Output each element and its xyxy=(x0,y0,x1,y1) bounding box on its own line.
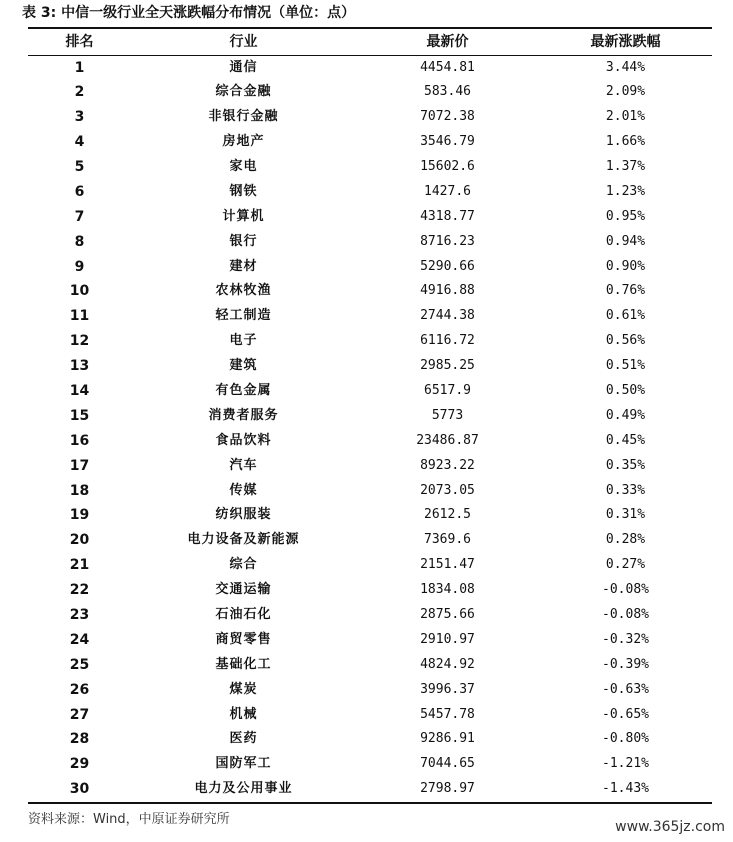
rank-cell: 10 xyxy=(69,283,90,300)
table-row xyxy=(28,279,712,304)
table-row xyxy=(28,179,712,204)
table-caption: 表 3: 中信一级行业全天涨跌幅分布情况（单位：点） xyxy=(22,5,356,21)
rank-cell: 18 xyxy=(69,482,90,499)
change-cell: 1.66% xyxy=(605,134,646,150)
price-cell: 6116.72 xyxy=(420,333,475,349)
rank-cell: 23 xyxy=(69,607,90,624)
table-row xyxy=(28,329,712,354)
price-cell: 8923.22 xyxy=(420,457,475,473)
rank-cell: 11 xyxy=(69,308,90,325)
table-row xyxy=(28,677,712,702)
price-cell: 2151.47 xyxy=(420,557,475,573)
table-row xyxy=(28,155,712,180)
rank-cell: 27 xyxy=(69,706,90,723)
industry-cell: 煤炭 xyxy=(229,681,258,697)
rank-cell: 28 xyxy=(69,731,90,748)
price-cell: 2612.5 xyxy=(424,507,471,523)
price-cell: 3546.79 xyxy=(420,134,475,150)
price-cell: 2875.66 xyxy=(420,607,475,623)
table-header-row xyxy=(28,29,712,55)
price-cell: 4318.77 xyxy=(420,208,475,224)
industry-cell: 商贸零售 xyxy=(215,631,272,647)
table-row xyxy=(28,379,712,404)
table-row xyxy=(28,727,712,752)
change-cell: 0.50% xyxy=(605,383,646,399)
industry-cell: 家电 xyxy=(229,159,258,174)
industry-cell: 钢铁 xyxy=(229,183,258,199)
header-price: 最新价 xyxy=(356,29,539,55)
industry-cell: 消费者服务 xyxy=(208,407,279,423)
rank-cell: 29 xyxy=(69,756,90,773)
table-body xyxy=(28,55,712,802)
rank-cell: 8 xyxy=(74,233,85,250)
change-cell: 0.28% xyxy=(605,532,646,548)
rank-cell: 5 xyxy=(74,159,85,175)
industry-cell: 非银行金融 xyxy=(208,109,279,125)
industry-cell: 银行 xyxy=(229,233,258,249)
table-row xyxy=(28,627,712,652)
rank-cell: 30 xyxy=(69,781,90,798)
rank-cell: 6 xyxy=(74,183,85,200)
table-row xyxy=(28,354,712,379)
table-row xyxy=(28,229,712,254)
change-cell: -0.08% xyxy=(602,607,649,623)
industry-cell: 交通运输 xyxy=(215,582,272,598)
industry-cell: 汽车 xyxy=(229,457,258,473)
industry-cell: 医药 xyxy=(229,731,258,747)
industry-cell: 电力设备及新能源 xyxy=(187,532,300,548)
table-row xyxy=(28,428,712,453)
change-cell: 0.31% xyxy=(605,507,646,523)
industry-cell: 国防军工 xyxy=(215,756,272,772)
table-row xyxy=(28,702,712,727)
price-cell: 583.46 xyxy=(424,84,471,100)
header-rank: 排名 xyxy=(28,29,131,55)
industry-cell: 石油石化 xyxy=(215,607,272,623)
price-cell: 5290.66 xyxy=(420,258,475,274)
table-row xyxy=(28,55,712,80)
industry-cell: 综合 xyxy=(229,557,258,573)
table-row xyxy=(28,752,712,777)
price-cell: 9286.91 xyxy=(420,731,475,747)
change-cell: 0.49% xyxy=(605,407,646,423)
rank-cell: 13 xyxy=(69,358,90,375)
industry-cell: 电力及公用事业 xyxy=(194,781,293,797)
change-cell: -0.63% xyxy=(602,681,649,697)
industry-cell: 农林牧渔 xyxy=(215,283,272,299)
rank-cell: 9 xyxy=(74,258,85,275)
table-row xyxy=(28,254,712,279)
rank-cell: 12 xyxy=(69,333,90,350)
rank-cell: 1 xyxy=(74,59,85,76)
change-cell: 0.33% xyxy=(605,482,646,498)
rank-cell: 7 xyxy=(74,208,85,225)
price-cell: 2985.25 xyxy=(420,358,475,374)
change-cell: 0.51% xyxy=(605,358,646,374)
price-cell: 2910.97 xyxy=(420,631,475,647)
industry-cell: 建筑 xyxy=(229,358,258,374)
change-cell: -0.65% xyxy=(602,706,649,722)
rank-cell: 2 xyxy=(74,84,85,101)
change-cell: 1.37% xyxy=(605,159,646,174)
price-cell: 4824.92 xyxy=(420,656,475,672)
price-cell: 1427.6 xyxy=(424,183,471,199)
change-cell: 0.94% xyxy=(605,233,646,249)
change-cell: 0.95% xyxy=(605,208,646,224)
table-row xyxy=(28,652,712,677)
change-cell: -1.43% xyxy=(602,781,649,797)
rank-cell: 4 xyxy=(74,134,85,151)
change-cell: 0.27% xyxy=(605,557,646,573)
change-cell: -1.21% xyxy=(602,756,649,772)
rank-cell: 24 xyxy=(69,631,90,648)
price-cell: 2073.05 xyxy=(420,482,475,498)
price-cell: 5457.78 xyxy=(420,706,475,722)
table-row xyxy=(28,304,712,329)
rank-cell: 16 xyxy=(69,432,90,449)
table-row xyxy=(28,528,712,553)
rank-cell: 25 xyxy=(69,656,90,673)
change-cell: 2.09% xyxy=(605,84,646,100)
rank-cell: 20 xyxy=(69,532,90,549)
change-cell: 2.01% xyxy=(605,109,646,125)
price-cell: 3996.37 xyxy=(420,681,475,697)
rank-cell: 3 xyxy=(74,109,85,126)
table-row xyxy=(28,478,712,503)
source-note: 资料来源：Wind，中原证券研究所 xyxy=(28,812,230,827)
rank-cell: 17 xyxy=(69,457,90,474)
rank-cell: 15 xyxy=(69,407,90,424)
change-cell: 0.56% xyxy=(605,333,646,349)
industry-cell: 建材 xyxy=(229,258,258,274)
price-cell: 2798.97 xyxy=(420,781,475,797)
change-cell: -0.32% xyxy=(602,631,649,647)
rank-cell: 19 xyxy=(69,507,90,524)
change-cell: 0.90% xyxy=(605,258,646,274)
rank-cell: 14 xyxy=(69,383,90,400)
table-row xyxy=(28,603,712,628)
table-row xyxy=(28,105,712,130)
table-row xyxy=(28,503,712,528)
change-cell: -0.80% xyxy=(602,731,649,747)
industry-cell: 综合金融 xyxy=(215,84,272,100)
price-cell: 7044.65 xyxy=(420,756,475,772)
industry-cell: 房地产 xyxy=(222,134,265,150)
header-industry: 行业 xyxy=(131,29,356,55)
industry-cell: 机械 xyxy=(229,706,258,722)
industry-cell: 通信 xyxy=(229,59,258,75)
industry-cell: 轻工制造 xyxy=(215,308,272,324)
table-row xyxy=(28,403,712,428)
industry-cell: 计算机 xyxy=(222,208,265,224)
change-cell: 3.44% xyxy=(605,59,646,75)
header-change: 最新涨跌幅 xyxy=(539,29,712,55)
industry-performance-table xyxy=(28,29,712,802)
change-cell: -0.39% xyxy=(602,656,649,672)
industry-cell: 传媒 xyxy=(229,482,258,498)
rank-cell: 21 xyxy=(69,557,90,574)
change-cell: 0.35% xyxy=(605,457,646,473)
price-cell: 2744.38 xyxy=(420,308,475,324)
table-row xyxy=(28,130,712,155)
watermark: www.365jz.com xyxy=(615,819,725,835)
price-cell: 7369.6 xyxy=(424,532,471,548)
industry-table-container xyxy=(28,27,712,804)
change-cell: 0.76% xyxy=(605,283,646,299)
price-cell: 4916.88 xyxy=(420,283,475,299)
industry-cell: 电子 xyxy=(229,333,258,349)
price-cell: 4454.81 xyxy=(420,59,475,75)
price-cell: 7072.38 xyxy=(420,109,475,125)
industry-cell: 纺织服装 xyxy=(215,507,272,523)
table-row xyxy=(28,204,712,229)
price-cell: 1834.08 xyxy=(420,582,475,598)
change-cell: 1.23% xyxy=(605,183,646,199)
price-cell: 6517.9 xyxy=(424,383,471,399)
industry-cell: 有色金属 xyxy=(215,383,272,399)
price-cell: 5773 xyxy=(431,407,464,423)
table-row xyxy=(28,578,712,603)
rank-cell: 22 xyxy=(69,582,90,599)
industry-cell: 基础化工 xyxy=(215,656,272,672)
rank-cell: 26 xyxy=(69,681,90,698)
change-cell: -0.08% xyxy=(602,582,649,598)
table-row xyxy=(28,453,712,478)
change-cell: 0.45% xyxy=(605,432,646,448)
price-cell: 15602.6 xyxy=(420,159,475,174)
price-cell: 8716.23 xyxy=(420,233,475,249)
table-row xyxy=(28,553,712,578)
price-cell: 23486.87 xyxy=(416,432,479,448)
change-cell: 0.61% xyxy=(605,308,646,324)
industry-cell: 食品饮料 xyxy=(215,432,272,448)
table-row xyxy=(28,80,712,105)
table-row xyxy=(28,777,712,802)
